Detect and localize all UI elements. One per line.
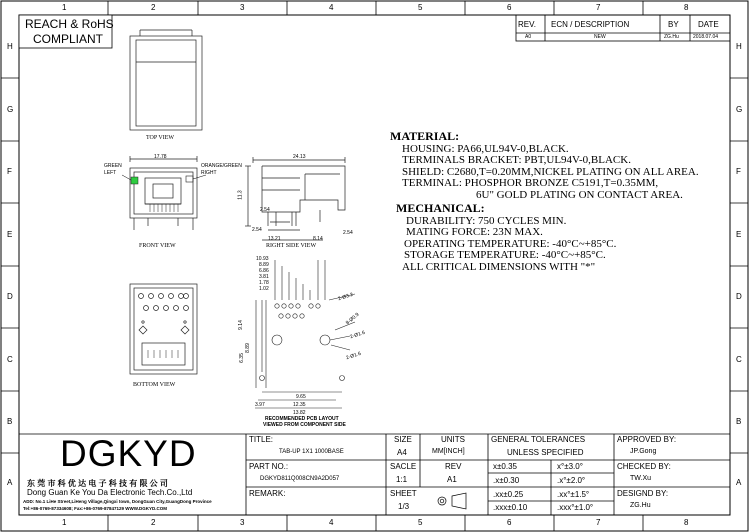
units-label: UNITS [441,435,465,444]
top-view-label: TOP VIEW [146,135,175,141]
grid-col-top-7: 7 [596,3,601,12]
material-line-5: 6U" GOLD PLATING ON CONTACT AREA. [476,188,683,201]
dim-pcb-d3: 8-Ø0.9 [344,311,361,327]
company-logo: DGKYD [60,433,197,474]
dim-pcb-left-1: 6.35 [238,353,245,363]
rev-value: A1 [447,475,457,484]
mechanical-line-3: OPERATING TEMPERATURE: -40°C~+85°C. [404,237,617,250]
led-label-orange-green: ORANGE/GREEN [201,163,242,169]
top-view-drawing [130,30,202,130]
checked-by-value: TW.Xu [630,475,652,482]
material-line-3: SHIELD: C2680,T=0.20MM,NICKEL PLATING ON ALL AREA. [402,165,699,178]
dim-side-height: 11.3 [237,190,244,200]
dim-side-254b: 2.54 [252,227,262,233]
led-label-green: GREEN [104,163,122,169]
grid-row-right-h: H [736,42,742,51]
pcb-layout-drawing [255,260,355,408]
mechanical-title: MECHANICAL: [396,201,485,215]
grid-col-bottom-7: 7 [596,518,601,527]
mechanical-line-4: STORAGE TEMPERATURE: -40°C~+85°C. [404,249,606,261]
grid-row-right-e: E [736,230,742,239]
grid-col-top-5: 5 [418,3,423,12]
sheet-value: 1/3 [398,502,410,511]
dim-pcb-d2: 2-Ø1.6 [349,329,366,341]
company-address: ADD: No.1 LiHe Street,LiHeng Village,Qingxi town, DongGuan City,GuangDong Province [23,499,212,504]
material-title: MATERIAL: [390,129,460,143]
led-label-left: LEFT [104,170,117,176]
grid-row-right-d: D [736,292,742,301]
company-contact: Tel:+86-0769-87334608; Fax:+86-0769-87847129 WWW.DGKYD.COM [23,506,167,511]
company-name-en: Dong Guan Ke You Da Electronic Tech.Co.,Ltd [27,488,193,497]
grid-row-right-b: B [736,417,742,426]
dim-pcb-h-1: 9.65 [296,394,306,400]
tolerance-angle-1: x°±3.0° [557,462,583,471]
dim-pcb-v-3: 6.86 [259,268,269,274]
grid-row-left-e: E [7,230,13,239]
bottom-view-label: BOTTOM VIEW [133,382,176,388]
dim-pcb-v-4: 3.81 [259,274,269,280]
pcb-layout-label-2: VIEWED FROM COMPONENT SIDE [263,422,346,428]
front-view-drawing [130,156,197,230]
scale-value: 1:1 [396,475,408,484]
tolerance-angle-4: .xxx°±1.0° [557,503,594,512]
grid-row-right-g: G [736,105,743,114]
dim-pcb-v-6: 1.02 [259,286,269,292]
rev-header-date: DATE [698,20,719,29]
grid-row-right-a: A [736,478,742,487]
led-label-right: RIGHT [201,170,217,176]
company-name-cn: 东 莞 市 科 优 达 电 子 科 技 有 限 公 司 [27,479,168,488]
dim-front-width: 17.78 [154,154,167,160]
title-label: TITLE: [249,435,274,444]
right-side-view-label: RIGHT SIDE VIEW [266,243,317,249]
grid-row-left-a: A [7,478,13,487]
grid-col-bottom-8: 8 [684,518,689,527]
grid-row-left-b: B [7,417,13,426]
grid-row-right-c: C [736,355,742,364]
grid-col-top-8: 8 [684,3,689,12]
approved-by-label: APPROVED BY: [617,435,677,444]
grid-col-bottom-6: 6 [507,518,512,527]
tolerance-angle-2: .x°±2.0° [557,476,586,485]
dim-pcb-left-2: 8.89 [244,343,251,353]
dim-pcb-d1: 2-Ø3.2 [337,291,354,303]
dim-pcb-d4: 2-Ø1.6 [345,350,362,362]
grid-col-top-1: 1 [62,3,67,12]
scale-label: SACLE [390,462,417,471]
projection-symbol [438,493,466,509]
grid-col-bottom-1: 1 [62,518,67,527]
mechanical-line-1: DURABILITY: 750 CYCLES MIN. [406,214,567,227]
part-no-label: PART NO.: [249,462,289,471]
material-line-1: HOUSING: PA66,UL94V-0,BLACK. [402,142,569,155]
grid-col-bottom-5: 5 [418,518,423,527]
mechanical-line-2: MATING FORCE: 23N MAX. [406,226,543,238]
compliance-line-2: COMPLIANT [33,32,104,46]
grid-col-bottom-3: 3 [240,518,245,527]
material-line-4: TERMINAL: PHOSPHOR BRONZE C5191,T=0.35MM, [402,177,659,189]
title-value: TAB-UP 1X1 1000BASE [279,449,344,455]
dim-pcb-h-2: 12.35 [293,402,306,408]
size-label: SIZE [394,435,412,444]
rev-row-by: ZG.Hu [664,34,679,40]
tolerance-linear-4: .xxx±0.10 [493,503,528,512]
grid-col-top-3: 3 [240,3,245,12]
tolerance-linear-1: x±0.35 [493,462,517,471]
grid-row-right-f: F [736,167,741,176]
grid-row-left-h: H [7,42,13,51]
dim-pcb-397: 3.97 [255,402,265,408]
material-line-2: TERMINALS BRACKET: PBT,UL94V-0,BLACK. [402,154,631,166]
pcb-layout-label-1: RECOMMENDED PCB LAYOUT [265,416,339,422]
grid-col-top-2: 2 [151,3,156,12]
dim-pcb-h-3: 13.82 [293,410,306,416]
part-no-value: DGKYD811Q008CN9A2D057 [260,476,340,482]
grid-col-top-4: 4 [329,3,334,12]
designed-by-value: ZG.Hu [630,502,651,509]
dim-pcb-left-3: 9.14 [237,320,244,330]
designed-by-label: DESIGND BY: [617,489,669,498]
grid-row-left-f: F [7,167,12,176]
dim-side-254a: 2.54 [260,207,270,213]
checked-by-label: CHECKED BY: [617,462,671,471]
dim-side-814: 8.14 [313,236,323,242]
tolerance-title-1: GENERAL TOLERANCES [491,435,586,444]
grid-row-left-d: D [7,292,13,301]
rev-row-ecn: NEW [594,34,606,40]
tolerance-angle-3: .xx°±1.5° [557,490,590,499]
dim-side-top: 24.13 [293,154,306,160]
grid-col-bottom-4: 4 [329,518,334,527]
front-view-label: FRONT VIEW [139,243,176,249]
rev-label: REV [445,462,462,471]
rev-header-ecn: ECN / DESCRIPTION [551,20,630,29]
tolerance-linear-3: .xx±0.25 [493,490,524,499]
rev-header-by: BY [668,20,679,29]
tolerance-linear-2: .x±0.30 [493,476,520,485]
dim-pcb-v-5: 1.78 [259,280,269,286]
grid-row-left-c: C [7,355,13,364]
grid-col-top-6: 6 [507,3,512,12]
rev-row-rev: A0 [525,34,532,40]
bottom-view-drawing [130,284,197,374]
compliance-line-1: REACH & RoHS [25,17,114,31]
rev-row-date: 2018.07.04 [693,34,719,40]
approved-by-value: JP.Gong [630,448,657,455]
dim-side-1321: 13.21 [268,236,281,242]
remark-label: REMARK: [249,489,286,498]
dim-pcb-v-2: 8.89 [259,262,269,268]
sheet-label: SHEET [390,489,417,498]
dim-pcb-v-1: 10.93 [256,256,269,262]
mechanical-line-5: ALL CRITICAL DIMENSIONS WITH "*" [402,260,596,273]
dim-side-254c: 2.54 [343,230,353,236]
notes-block [390,131,725,273]
rev-header-rev: REV. [518,20,536,29]
grid-col-bottom-2: 2 [151,518,156,527]
tolerance-title-2: UNLESS SPECIFIED [507,448,584,457]
size-value: A4 [397,448,407,457]
units-value: MM[INCH] [432,448,465,455]
grid-row-left-g: G [7,105,14,114]
led-green-left [131,177,138,184]
